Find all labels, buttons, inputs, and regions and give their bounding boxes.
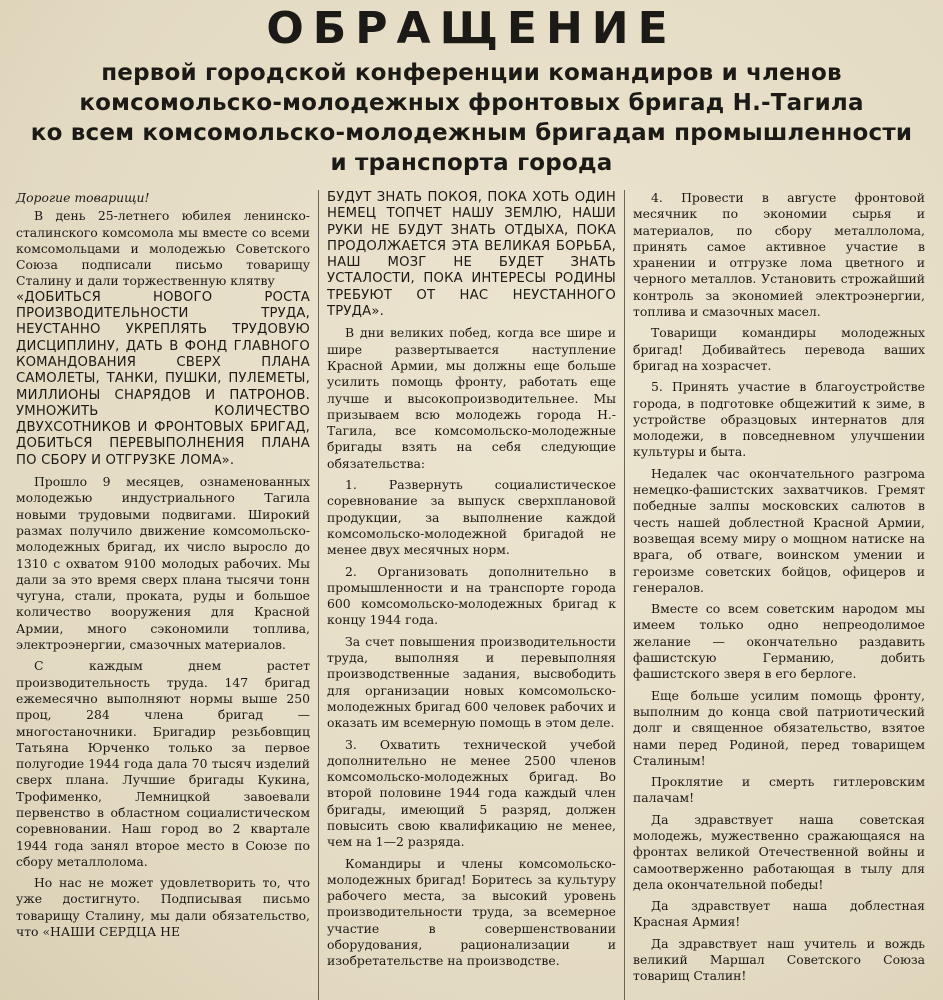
headline-title: ОБРАЩЕНИЕ: [266, 3, 677, 54]
article-columns: [8, 190, 935, 1000]
oath-quote: «ДОБИТЬСЯ НОВОГО РОСТА ПРОИЗВОДИТЕЛЬНОСТИ ТРУДА, НЕУСТАННО УКРЕПЛЯТЬ ТРУДОВУЮ ДИСЦИПЛИНУ, ДАТЬ В ФОНД ГЛАВНОГО КОМАНДОВАНИЯ СВЕРХ ПЛАНА САМОЛЕТЫ, ТАНКИ, ПУШКИ, ПУЛЕМЕТЫ, МИЛЛИОНЫ СНАРЯДОВ И ПАТРОНОВ. УМНОЖИТЬ КОЛИЧЕСТВО ДВУХСОТНИКОВ И ФРОНТОВЫХ БРИГАД, ДОБИТЬСЯ ПЕРЕВЫПОЛНЕНИЯ ПЛАНА ПО СБОРУ И ОТГРУЗКЕ ЛОМА».: [16, 289, 310, 468]
greeting: Дорогие товарищи!: [16, 190, 150, 205]
article-column-1: [8, 190, 318, 1000]
obligation-4: 4. Провести в августе фронтовой месячник по экономии сырья и материалов, по сбору металлолома, принять самое активное участие в хранении и отгрузке лома цветного и черного металлов. Установить строжайший контроль за экономией электроэнергии, топлива и смазочных масел.: [633, 190, 925, 320]
article-column-3: [624, 190, 933, 1000]
subtitle-line: и транспорта города: [330, 150, 613, 176]
paragraph: Недалек час окончательного разгрома немецко-фашистских захватчиков. Гремят победные залпы московских салютов в честь нашей доблестной Красной Армии, возвещая всему миру о мощном натиске на врага, об отваге, воинском умении и героизме советских бойцов, офицеров и генералов.: [633, 465, 925, 595]
paragraph: Вместе со всем советским народом мы имеем только одно непреодолимое желание — окончательно раздавить фашистскую Германию, добить фашистского зверя в его берлоге.: [633, 601, 925, 682]
slogan: Да здравствует наш учитель и вождь великий Маршал Советского Союза товарищ Сталин!: [633, 935, 925, 984]
paragraph: Командиры и члены комсомольско-молодежных бригад! Боритесь за культуру рабочего места, за высокий уровень производительности труда, за всемерное участие в совершенствовании оборудования, рационализации и изобретательстве на производстве.: [327, 855, 616, 969]
slogan: Да здравствует наша советская молодежь, мужественно сражающаяся на фронтах великой Отечественной войны и самоотверженно работающая в тылу для дела окончательной победы!: [633, 811, 925, 892]
obligation-2: 2. Организовать дополнительно в промышленности и на транспорте города 600 комсомольско-молодежных бригад к концу 1944 года.: [327, 563, 616, 628]
slogan: Да здравствует наша доблестная Красная Армия!: [633, 898, 925, 930]
obligation-3: 3. Охватить технической учебой дополнительно не менее 2500 членов комсомольско-молодежных бригад. Во второй половине 1944 года каждый член бригады, имеющий 5 разряд, должен повысить свою квалификацию не менее, чем на 1—2 разряда.: [327, 736, 616, 850]
paragraph: С каждым днем растет производительность труда. 147 бригад ежемесячно выполняют нормы выше 250 проц, 284 члена бригад — многостаночники. Бригадир резьбовщиц Татьяна Юрченко только за первое полугодие 1944 года дала 70 тысяч изделий сверх плана. Лучшие бригады Кукина, Трофименко, Лемницкой завоевали первенство в областном социалистическом соревновании. Наш город во 2 квартале 1944 года занял второе место в Союзе по сбору металлолома.: [16, 658, 310, 869]
obligation-1: 1. Развернуть социалистическое соревнование за выпуск сверхплановой продукции, за выполнение каждой комсомольско-молодежной бригадой не менее двух месячных норм.: [327, 477, 616, 558]
paragraph: В день 25-летнего юбилея ленинско-сталинского комсомола мы вместе со всеми комсомольцами и молодежью Советского Союза подписали письмо товарищу Сталину и дали торжественную клятву: [16, 208, 310, 289]
paragraph: В дни великих побед, когда все шире и шире развертывается наступление Красной Армии, мы должны еще больше усилить помощь фронту, работать еще лучше и высокопроизводительнее. Мы призываем всю молодежь города Н.-Тагила, все комсомольско-молодежные бригады взять на себя следующие обязательства:: [327, 325, 616, 471]
paragraph: Товарищи командиры молодежных бригад! Добивайтесь перевода ваших бригад на хозрасчет.: [633, 325, 925, 373]
headline-subtitle: [18, 58, 925, 178]
paragraph: Еще больше усилим помощь фронту, выполним до конца свой патриотический долг и священное обязательство, взятое нами перед Родиной, перед товарищем Сталиным!: [633, 687, 925, 768]
article-column-2: [318, 190, 624, 1000]
slogan: Проклятие и смерть гитлеровским палачам!: [633, 774, 925, 806]
oath-quote-continued: БУДУТ ЗНАТЬ ПОКОЯ, ПОКА ХОТЬ ОДИН НЕМЕЦ ТОПЧЕТ НАШУ ЗЕМЛЮ, НАШИ РУКИ НЕ БУДУТ ЗНАТЬ ОТДЫХА, ПОКА ПРОДОЛЖАЕТСЯ ЭТА ВЕЛИКАЯ БОРЬБА, НАШ МОЗГ НЕ БУДЕТ ЗНАТЬ УСТАЛОСТИ, ПОКА ИНТЕРЕСЫ РОДИНЫ ТРЕБУЮТ ОТ НАС НЕУСТАННОГО ТРУДА».: [327, 190, 616, 320]
paragraph: За счет повышения производительности труда, выполняя и перевыполняя производственные задания, высвободить для организации новых комсомольско-молодежных бригад 600 человек рабочих и оказать им всемерную помощь в этом деле.: [327, 633, 616, 731]
subtitle-line: первой городской конференции командиров и членов: [101, 60, 842, 86]
subtitle-line: ко всем комсомольско-молодежным бригадам промышленности: [30, 120, 913, 146]
paragraph: Но нас не может удовлетворить то, что уже достигнуто. Подписывая письмо товарищу Сталину, мы дали обязательство, что «НАШИ СЕРДЦА НЕ: [16, 875, 310, 940]
paragraph: Прошло 9 месяцев, ознаменованных молодежью индустриального Тагила новыми трудовыми подвигами. Широкий размах получило движение комсомольско-молодежных бригад, их число выросло до 1310 с охватом 9100 молодых рабочих. Мы дали за это время сверх плана тысячи тонн чугуна, стали, проката, руды и большое количество вооружения для Красной Армии, много сэкономили топлива, электроэнергии, смазочных материалов.: [16, 474, 310, 653]
obligation-5: 5. Принять участие в благоустройстве города, в подготовке общежитий к зиме, в устройстве образцовых интернатов для молодежи, в повседневном улучшении культуры и быта.: [633, 379, 925, 460]
subtitle-line: комсомольско-молодежных фронтовых бригад Н.-Тагила: [79, 90, 864, 116]
